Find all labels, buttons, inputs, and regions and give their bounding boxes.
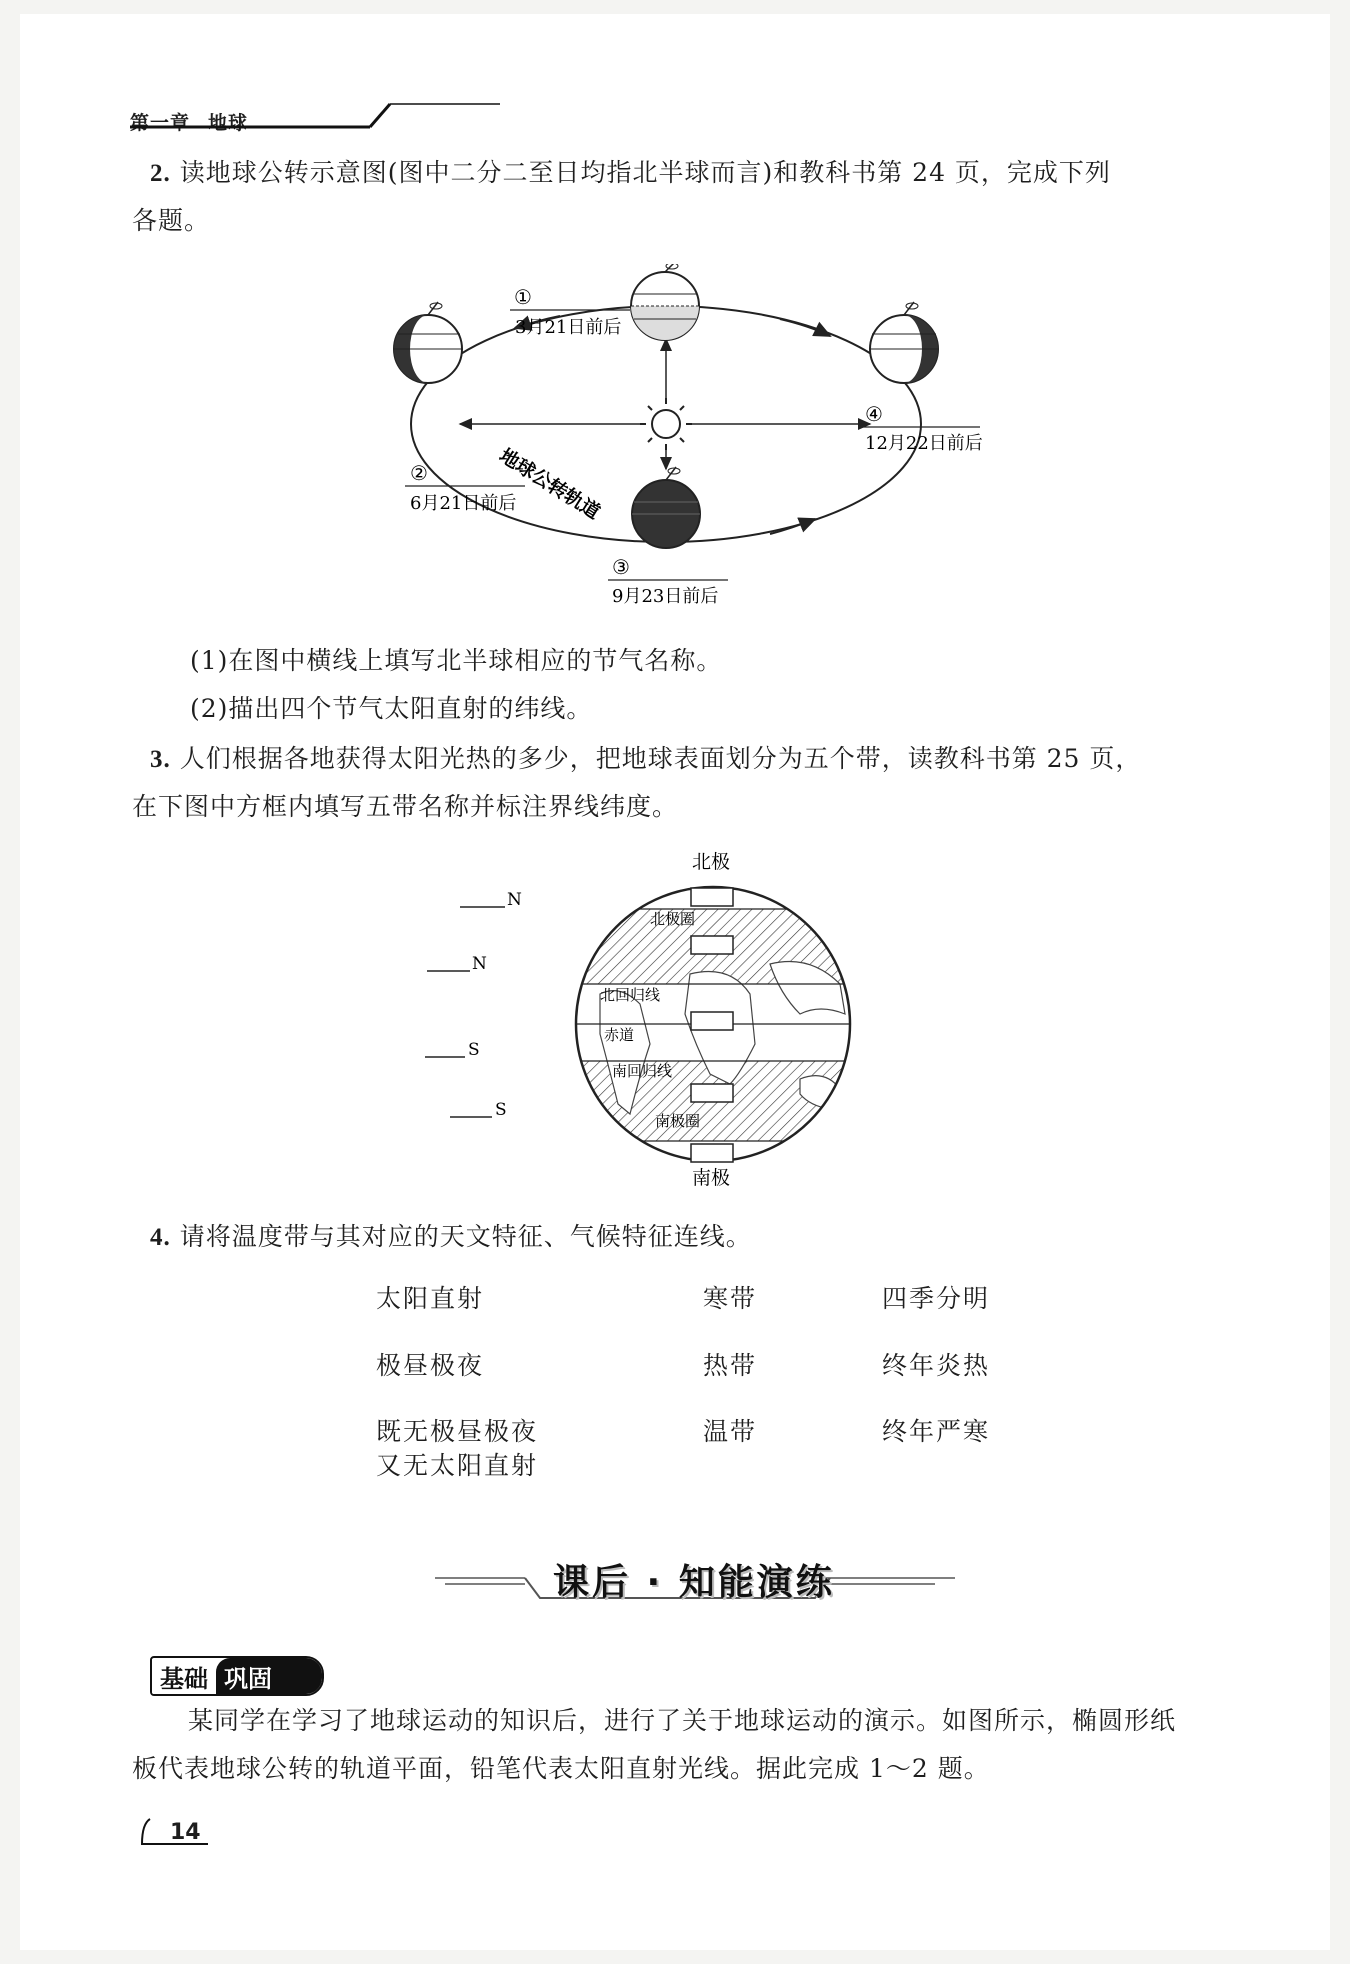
sun-icon	[640, 398, 692, 450]
col3-item-1[interactable]: 四季分明	[882, 1284, 991, 1313]
latitude-blanks	[420, 874, 620, 1144]
earth-position-2	[394, 302, 462, 383]
col1-item-3[interactable]: 既无极昼极夜	[376, 1417, 539, 1446]
arctic-circle-label: 北极圈	[650, 910, 696, 928]
q4-line: 请将温度带与其对应的天文特征、气候特征连线。	[179, 1222, 752, 1251]
pos4-number: ④	[865, 402, 883, 426]
header-rule	[120, 94, 520, 134]
blank-arctic-n: N	[507, 890, 522, 910]
q2-number: 2.	[150, 160, 171, 187]
q4-number: 4.	[150, 1224, 171, 1251]
q2-line2: 各题。	[132, 206, 211, 235]
pos2-number: ②	[410, 461, 428, 485]
q3-number: 3.	[150, 746, 171, 773]
blank-antarctic-s: S	[495, 1100, 507, 1120]
antarctic-circle-label: 南极圈	[655, 1112, 701, 1130]
south-pole-label: 南极	[692, 1167, 731, 1189]
pos1-date: 3月21日前后	[515, 317, 622, 338]
pos1-number: ①	[514, 285, 532, 309]
orbit-arrow-bottom	[770, 519, 815, 534]
badge-part1: 基础	[152, 1659, 216, 1694]
tropic-cancer-label: 北回归线	[600, 986, 661, 1004]
intro-line2: 板代表地球公转的轨道平面，铅笔代表太阳直射光线。据此完成 1～2 题。	[132, 1754, 990, 1783]
col1-item-2[interactable]: 极昼极夜	[376, 1351, 485, 1380]
col2-item-3[interactable]: 温带	[703, 1417, 758, 1446]
q3-line2: 在下图中方框内填写五带名称并标注界线纬度。	[132, 792, 679, 821]
q2-line1: 读地球公转示意图(图中二分二至日均指北半球而言)和教科书第 24 页，完成下列	[179, 158, 1111, 187]
q3-text-line1	[150, 742, 1141, 777]
col2-item-1[interactable]: 寒带	[703, 1284, 758, 1313]
blank-tropic-capricorn-s: S	[468, 1040, 480, 1060]
section-badge	[150, 1656, 324, 1696]
blank-tropic-cancer-n: N	[472, 954, 487, 974]
orbit-arrow-right	[780, 319, 830, 336]
zone-box-south-temperate[interactable]	[691, 1084, 733, 1102]
tropic-capricorn-label: 南回归线	[612, 1062, 673, 1080]
badge-part2: 巩固	[216, 1658, 322, 1694]
equator-label: 赤道	[604, 1026, 635, 1044]
zone-box-south-frigid[interactable]	[691, 1144, 733, 1162]
page	[20, 14, 1330, 1950]
chapter-label: 第一章	[130, 112, 191, 134]
page-number: 14	[170, 1820, 201, 1845]
q2-sub2: (2)描出四个节气太阳直射的纬线。	[190, 694, 593, 723]
earth-position-4	[870, 302, 938, 383]
intro-line1: 某同学在学习了地球运动的知识后，进行了关于地球运动的演示。如图所示，椭圆形纸	[188, 1706, 1177, 1735]
zone-box-north-frigid[interactable]	[691, 888, 733, 906]
col2-item-2[interactable]: 热带	[703, 1351, 758, 1380]
zone-box-tropical[interactable]	[691, 1012, 733, 1030]
earth-position-3	[632, 467, 700, 548]
orbit-label: 地球公转轨道	[495, 444, 604, 524]
pos3-date: 9月23日前后	[612, 586, 719, 607]
zone-box-north-temperate[interactable]	[691, 936, 733, 954]
q4-text	[150, 1220, 752, 1255]
q2-sub1: (1)在图中横线上填写北半球相应的节气名称。	[190, 646, 723, 675]
q2-text-line1	[150, 156, 1111, 191]
pos3-number: ③	[612, 555, 630, 579]
col1-item-1[interactable]: 太阳直射	[376, 1284, 485, 1313]
col1-item-3b[interactable]: 又无太阳直射	[376, 1451, 539, 1480]
pos2-date: 6月21日前后	[410, 493, 517, 514]
earth-position-1	[631, 264, 699, 340]
pos4-date: 12月22日前后	[865, 433, 983, 454]
col3-item-2[interactable]: 终年炎热	[882, 1351, 991, 1380]
north-pole-label: 北极	[692, 851, 731, 873]
orbit-diagram	[390, 264, 1010, 614]
q3-line1: 人们根据各地获得太阳光热的多少，把地球表面划分为五个带，读教科书第 25 页，	[179, 744, 1142, 773]
chapter-title: 地球	[208, 112, 249, 134]
col3-item-3[interactable]: 终年严寒	[882, 1417, 991, 1446]
section-banner-title: 课后 · 知能演练	[553, 1562, 835, 1603]
